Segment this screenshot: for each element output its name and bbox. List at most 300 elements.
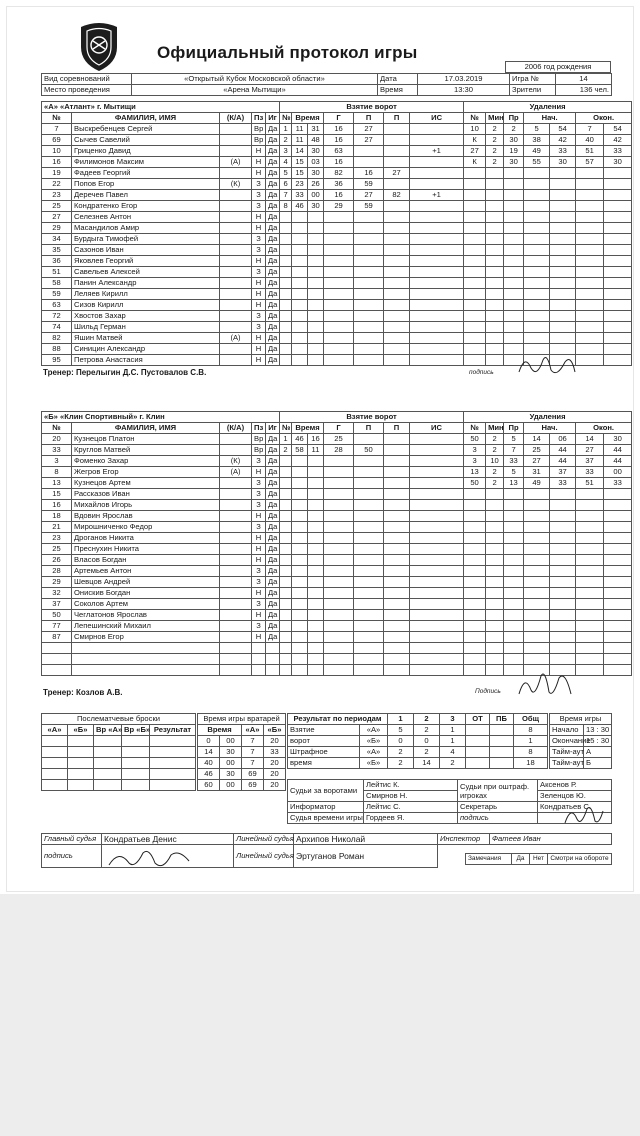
player-name: Смирнов Егор xyxy=(72,632,220,643)
player-position: З xyxy=(252,577,266,588)
player-played: Да xyxy=(266,124,280,135)
period-value: 2 xyxy=(388,747,414,758)
player-row xyxy=(42,566,632,577)
goal-number: 8 xyxy=(280,201,292,212)
penalty-start-min xyxy=(524,289,550,300)
goal-assist-1 xyxy=(354,289,384,300)
penalty-player xyxy=(464,511,486,522)
goal-scorer xyxy=(324,500,354,511)
player-number: 3 xyxy=(42,456,72,467)
penalty-end-sec xyxy=(604,212,632,223)
player-role xyxy=(220,434,252,445)
penalty-start-sec xyxy=(550,300,576,311)
goal-assist-1 xyxy=(354,665,384,676)
penalty-minutes xyxy=(486,245,504,256)
game-number-label: Игра № xyxy=(510,74,556,85)
penalty-reason xyxy=(504,500,524,511)
shootout-row xyxy=(42,736,196,747)
goal-scorer xyxy=(324,223,354,234)
goal-assist-2 xyxy=(384,632,410,643)
goal-minute xyxy=(292,577,308,588)
penalty-end-min: 57 xyxy=(576,157,604,168)
penalty-start-min xyxy=(524,500,550,511)
penalty-end-min xyxy=(576,278,604,289)
penalty-start-min xyxy=(524,599,550,610)
gk-team-a: 7 xyxy=(242,736,264,747)
goal-scorer: 16 xyxy=(324,124,354,135)
player-role xyxy=(220,344,252,355)
remarks-see-back: Смотри на обороте xyxy=(548,854,612,865)
player-position: З xyxy=(252,566,266,577)
penalty-start-sec xyxy=(550,245,576,256)
penalty-end-min xyxy=(576,223,604,234)
penalty-start-min xyxy=(524,621,550,632)
penalty-start-sec xyxy=(550,544,576,555)
player-name: Деречев Павел xyxy=(72,190,220,201)
player-row xyxy=(42,478,632,489)
penalty-end-sec xyxy=(604,256,632,267)
end-value: 15 : 30 xyxy=(584,736,612,747)
penalty-player xyxy=(464,190,486,201)
goal-number xyxy=(280,654,292,665)
penalty-start-min: 38 xyxy=(524,135,550,146)
player-number: 77 xyxy=(42,621,72,632)
player-played: Да xyxy=(266,355,280,366)
shootout-cell xyxy=(68,758,94,769)
goal-number xyxy=(280,588,292,599)
player-played: Да xyxy=(266,544,280,555)
player-position: З xyxy=(252,478,266,489)
player-row xyxy=(42,245,632,256)
gk-team-b: 20 xyxy=(264,736,286,747)
shootout-cell xyxy=(150,769,196,780)
penalty-player xyxy=(464,654,486,665)
goal-second xyxy=(308,278,324,289)
period-team: «Б» xyxy=(360,758,388,769)
col-pen-start: Нач. xyxy=(524,113,576,124)
penalty-reason xyxy=(504,179,524,190)
penalty-start-min xyxy=(524,179,550,190)
goal-minute: 33 xyxy=(292,190,308,201)
goal-minute xyxy=(292,322,308,333)
goal-minute xyxy=(292,566,308,577)
goal-situation xyxy=(410,434,464,445)
player-position: З xyxy=(252,599,266,610)
goal-assist-1 xyxy=(354,344,384,355)
player-position: Н xyxy=(252,555,266,566)
goal-scorer xyxy=(324,610,354,621)
period-value xyxy=(466,758,490,769)
gk-team-a: 69 xyxy=(242,769,264,780)
goal-second: 11 xyxy=(308,445,324,456)
goalie-time-row xyxy=(198,769,286,780)
goal-number xyxy=(280,456,292,467)
penalty-minutes xyxy=(486,289,504,300)
goal-minute xyxy=(292,665,308,676)
shootout-cell xyxy=(150,758,196,769)
goal-minute xyxy=(292,511,308,522)
penalty-start-min xyxy=(524,544,550,555)
player-number: 15 xyxy=(42,489,72,500)
penalty-minutes: 2 xyxy=(486,157,504,168)
penalty-end-min xyxy=(576,311,604,322)
goal-assist-1 xyxy=(354,489,384,500)
penalty-end-sec xyxy=(604,267,632,278)
penalty-reason xyxy=(504,322,524,333)
penalty-end-min xyxy=(576,500,604,511)
period-team: «Б» xyxy=(360,736,388,747)
team-a-coach: Тренер: Перелыгин Д.С. Пустовалов С.В. xyxy=(43,368,207,377)
penalty-end-min xyxy=(576,289,604,300)
col-pen-end: Окон. xyxy=(576,423,632,434)
player-role xyxy=(220,489,252,500)
goal-assist-1: 27 xyxy=(354,124,384,135)
player-name: Онискив Богдан xyxy=(72,588,220,599)
penalty-player xyxy=(464,355,486,366)
goal-scorer xyxy=(324,599,354,610)
goal-assist-2 xyxy=(384,212,410,223)
period-value: 18 xyxy=(514,758,548,769)
goal-scorer xyxy=(324,267,354,278)
shootout-cell xyxy=(94,780,122,791)
goal-assist-1: 16 xyxy=(354,168,384,179)
player-name: Сычев Савелий xyxy=(72,135,220,146)
secretary: Кондратьев С. xyxy=(538,802,612,813)
goal-number xyxy=(280,511,292,522)
gk-team-b: 33 xyxy=(264,747,286,758)
shootout-cell xyxy=(42,736,68,747)
goal-minute xyxy=(292,654,308,665)
goal-number xyxy=(280,533,292,544)
player-row xyxy=(42,212,632,223)
goal-scorer xyxy=(324,533,354,544)
goal-scorer: 16 xyxy=(324,135,354,146)
remarks-no: Нет xyxy=(530,854,548,865)
goal-assist-2 xyxy=(384,256,410,267)
penalty-player xyxy=(464,522,486,533)
goal-minute xyxy=(292,643,308,654)
goal-assist-2 xyxy=(384,665,410,676)
penalty-minutes xyxy=(486,621,504,632)
penalty-player: 13 xyxy=(464,467,486,478)
player-played: Да xyxy=(266,289,280,300)
penalty-reason xyxy=(504,643,524,654)
goal-scorer: 16 xyxy=(324,190,354,201)
goal-minute xyxy=(292,278,308,289)
player-number: 28 xyxy=(42,566,72,577)
goal-scorer xyxy=(324,289,354,300)
player-played: Да xyxy=(266,478,280,489)
goal-minute xyxy=(292,289,308,300)
goal-minute: 11 xyxy=(292,124,308,135)
player-role xyxy=(220,654,252,665)
goal-assist-1 xyxy=(354,555,384,566)
goal-second xyxy=(308,289,324,300)
goal-assist-2: 27 xyxy=(384,168,410,179)
penalty-minutes xyxy=(486,588,504,599)
player-number: 10 xyxy=(42,146,72,157)
goal-assist-2 xyxy=(384,478,410,489)
goal-second xyxy=(308,467,324,478)
gk-minute: 0 xyxy=(198,736,220,747)
goal-second: 31 xyxy=(308,124,324,135)
penalty-player: К xyxy=(464,135,486,146)
penalty-end-sec: 44 xyxy=(604,445,632,456)
goal-minute xyxy=(292,489,308,500)
player-row xyxy=(42,146,632,157)
col-ig: Иг xyxy=(266,423,280,434)
penalty-minutes: 2 xyxy=(486,478,504,489)
player-role xyxy=(220,190,252,201)
goal-assist-2 xyxy=(384,355,410,366)
period-col: ОТ xyxy=(466,714,490,725)
goal-scorer xyxy=(324,665,354,676)
goal-minute xyxy=(292,478,308,489)
col-pen-end: Окон. xyxy=(576,113,632,124)
player-number: 21 xyxy=(42,522,72,533)
player-number xyxy=(42,643,72,654)
penalty-start-sec xyxy=(550,190,576,201)
penalty-start-min xyxy=(524,511,550,522)
penalty-minutes xyxy=(486,311,504,322)
penalty-minutes xyxy=(486,610,504,621)
player-played: Да xyxy=(266,533,280,544)
goal-minute: 14 xyxy=(292,146,308,157)
goal-minute: 46 xyxy=(292,434,308,445)
player-row xyxy=(42,500,632,511)
goal-assist-2 xyxy=(384,333,410,344)
page-title: Официальный протокол игры xyxy=(157,43,418,62)
goal-second: 26 xyxy=(308,179,324,190)
penalty-end-sec xyxy=(604,179,632,190)
player-role xyxy=(220,223,252,234)
player-number: 29 xyxy=(42,223,72,234)
player-position: Вр xyxy=(252,135,266,146)
goal-number xyxy=(280,478,292,489)
player-row xyxy=(42,654,632,665)
goal-situation xyxy=(410,643,464,654)
penalty-reason: 33 xyxy=(504,456,524,467)
shootout-row xyxy=(42,780,196,791)
start-label: Начало xyxy=(550,725,584,736)
player-name: Преснухин Никита xyxy=(72,544,220,555)
player-number: 7 xyxy=(42,124,72,135)
period-row-label: Штрафное xyxy=(288,747,360,758)
penalty-player xyxy=(464,533,486,544)
team-a-table xyxy=(41,101,632,366)
period-value xyxy=(466,736,490,747)
goal-scorer xyxy=(324,245,354,256)
penalty-start-sec xyxy=(550,632,576,643)
goal-situation xyxy=(410,124,464,135)
penalty-start-min xyxy=(524,654,550,665)
goal-situation xyxy=(410,511,464,522)
penalty-start-sec xyxy=(550,311,576,322)
goal-situation xyxy=(410,500,464,511)
player-played: Да xyxy=(266,190,280,201)
penalty-start-sec: 44 xyxy=(550,445,576,456)
penalty-end-min xyxy=(576,599,604,610)
goalie-time-row xyxy=(198,780,286,791)
goal-minute xyxy=(292,555,308,566)
period-value xyxy=(490,758,514,769)
player-position: Н xyxy=(252,146,266,157)
col-number: № xyxy=(42,423,72,434)
penalty-minutes xyxy=(486,168,504,179)
goal-situation xyxy=(410,289,464,300)
gk-minute: 60 xyxy=(198,780,220,791)
goal-situation xyxy=(410,333,464,344)
player-played: Да xyxy=(266,212,280,223)
goal-assist-1 xyxy=(354,511,384,522)
player-row xyxy=(42,610,632,621)
penalty-reason: 19 xyxy=(504,146,524,157)
player-played: Да xyxy=(266,555,280,566)
penalty-start-sec xyxy=(550,654,576,665)
game-time-title: Время игры xyxy=(550,714,612,725)
goal-minute xyxy=(292,333,308,344)
player-row xyxy=(42,223,632,234)
goal-assist-2 xyxy=(384,234,410,245)
penalty-start-sec xyxy=(550,566,576,577)
penalty-start-sec xyxy=(550,322,576,333)
inspector: Фатеев Иван xyxy=(490,834,612,845)
goal-number xyxy=(280,577,292,588)
goal-scorer xyxy=(324,344,354,355)
team-a-signature-label: подпись xyxy=(469,369,494,376)
player-position: З xyxy=(252,190,266,201)
penalty-minutes xyxy=(486,555,504,566)
penalty-minutes xyxy=(486,566,504,577)
goal-assist-2 xyxy=(384,654,410,665)
goal-scorer: 16 xyxy=(324,157,354,168)
penalty-end-min xyxy=(576,234,604,245)
player-position: Н xyxy=(252,467,266,478)
penalty-end-min: 27 xyxy=(576,445,604,456)
player-row xyxy=(42,234,632,245)
spectators-label: Зрители xyxy=(510,85,556,96)
col-goal-time: Время xyxy=(292,113,324,124)
player-played: Да xyxy=(266,278,280,289)
penalty-end-sec xyxy=(604,234,632,245)
penalty-start-sec xyxy=(550,533,576,544)
player-role xyxy=(220,500,252,511)
player-role xyxy=(220,522,252,533)
shootout-cell xyxy=(42,769,68,780)
goal-minute xyxy=(292,621,308,632)
player-name: Лепешинский Михаил xyxy=(72,621,220,632)
penalty-end-sec xyxy=(604,610,632,621)
player-position: З xyxy=(252,267,266,278)
goal-assist-1: 59 xyxy=(354,201,384,212)
player-position: Н xyxy=(252,511,266,522)
player-played: Да xyxy=(266,577,280,588)
period-row xyxy=(288,747,548,758)
informer: Лейтис С. xyxy=(364,802,458,813)
goal-situation xyxy=(410,322,464,333)
penalty-end-min: 40 xyxy=(576,135,604,146)
goal-assist-2 xyxy=(384,201,410,212)
goal-minute xyxy=(292,522,308,533)
col-goal-scorer: Г xyxy=(324,113,354,124)
player-number: 26 xyxy=(42,555,72,566)
player-number: 37 xyxy=(42,599,72,610)
penalty-player xyxy=(464,168,486,179)
period-col: ПБ xyxy=(490,714,514,725)
player-name xyxy=(72,643,220,654)
player-name: Вдовин Ярослав xyxy=(72,511,220,522)
player-name: Фоменко Захар xyxy=(72,456,220,467)
player-name: Артемьев Антон xyxy=(72,566,220,577)
player-role xyxy=(220,212,252,223)
col-goal-assist-2: П xyxy=(384,423,410,434)
goal-number xyxy=(280,599,292,610)
period-row-label: время xyxy=(288,758,360,769)
penalty-minutes xyxy=(486,333,504,344)
penalty-start-sec xyxy=(550,168,576,179)
penalty-reason xyxy=(504,621,524,632)
penalty-end-sec xyxy=(604,533,632,544)
goal-second: 00 xyxy=(308,190,324,201)
player-position: З xyxy=(252,489,266,500)
goal-number: 2 xyxy=(280,445,292,456)
goal-scorer: 28 xyxy=(324,445,354,456)
penalty-start-min xyxy=(524,322,550,333)
goal-scorer: 36 xyxy=(324,179,354,190)
player-name: Круглов Матвей xyxy=(72,445,220,456)
goal-number: 2 xyxy=(280,135,292,146)
player-played: Да xyxy=(266,168,280,179)
goal-assist-1: 27 xyxy=(354,135,384,146)
penalty-reason xyxy=(504,267,524,278)
penalty-end-sec xyxy=(604,245,632,256)
player-played: Да xyxy=(266,146,280,157)
player-position: Вр xyxy=(252,445,266,456)
player-name: Селезнев Антон xyxy=(72,212,220,223)
goal-minute xyxy=(292,500,308,511)
player-played: Да xyxy=(266,256,280,267)
goal-minute xyxy=(292,588,308,599)
linesman-2: Эртуганов Роман xyxy=(294,845,438,868)
penalty-end-sec xyxy=(604,190,632,201)
col-goal-time: Время xyxy=(292,423,324,434)
goal-number xyxy=(280,632,292,643)
player-played: Да xyxy=(266,135,280,146)
penalty-start-sec: 37 xyxy=(550,467,576,478)
penalty-start-min xyxy=(524,245,550,256)
goal-assist-1 xyxy=(354,355,384,366)
player-number: 95 xyxy=(42,355,72,366)
penalty-start-sec xyxy=(550,289,576,300)
player-position: З xyxy=(252,179,266,190)
player-played: Да xyxy=(266,267,280,278)
goal-second xyxy=(308,300,324,311)
penalty-minutes xyxy=(486,212,504,223)
penalty-end-min xyxy=(576,566,604,577)
penalty-minutes xyxy=(486,577,504,588)
goal-assist-1 xyxy=(354,577,384,588)
penalty-end-min xyxy=(576,522,604,533)
player-row xyxy=(42,489,632,500)
penalty-player xyxy=(464,179,486,190)
player-position: З xyxy=(252,456,266,467)
penalty-end-min: 33 xyxy=(576,467,604,478)
player-position: Н xyxy=(252,610,266,621)
player-role xyxy=(220,311,252,322)
player-name: Фадеев Георгий xyxy=(72,168,220,179)
period-value: 1 xyxy=(440,736,466,747)
goal-minute: 46 xyxy=(292,201,308,212)
